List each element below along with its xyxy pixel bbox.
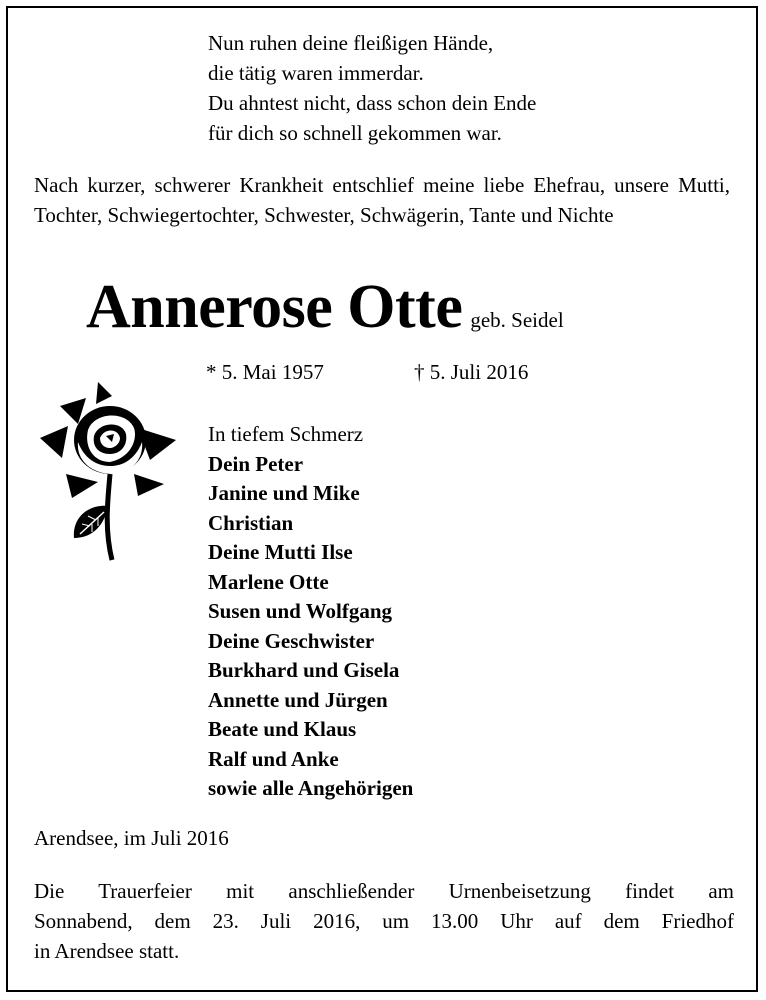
funeral-line: Sonnabend, dem 23. Juli 2016, um 13.00 Uhr auf dem Friedhof [34, 909, 734, 933]
maiden-name: geb. Seidel [470, 308, 564, 332]
death-date: † 5. Juli 2016 [414, 360, 529, 384]
funeral-line: Die Trauerfeier mit anschließender Urnenbeisetzung findet am [34, 879, 734, 903]
mourner-name: Burkhard und Gisela [208, 658, 400, 682]
deceased-name: Annerose Otte [86, 273, 463, 341]
funeral-notice [34, 876, 734, 966]
mourner-name: Ralf und Anke [208, 746, 339, 771]
rose-icon [38, 378, 180, 564]
poem-line: für dich so schnell gekommen war. [208, 121, 502, 145]
mourner-name: Christian [208, 510, 294, 535]
intro-text: Nach kurzer, schwerer Krankheit entschlief meine liebe Ehefrau, unsere Mutti, Tochter, Schwiegertochter, Schwester, Schwägerin, Tante und Nichte [34, 173, 730, 227]
place-date: Arendsee, im Juli 2016 [34, 826, 229, 850]
funeral-line: in Arendsee statt. [34, 939, 180, 963]
mourner-name: Janine und Mike [208, 481, 360, 505]
mourner-name: Dein Peter [208, 451, 304, 476]
mourner-name: Marlene Otte [208, 569, 329, 594]
poem-line: die tätig waren immerdar. [208, 61, 424, 85]
mourner-name: Susen und Wolfgang [208, 599, 393, 623]
mourning-intro: In tiefem Schmerz [208, 422, 364, 446]
poem-line: Du ahntest nicht, dass schon dein Ende [208, 91, 537, 115]
mourner-name: Beate und Klaus [208, 717, 357, 741]
birth-date: * 5. Mai 1957 [206, 360, 324, 384]
mourners-block [208, 420, 413, 804]
mourner-name: Deine Mutti Ilse [208, 540, 353, 564]
poem-line: Nun ruhen deine fleißigen Hände, [208, 31, 494, 55]
deceased-name-line [86, 272, 564, 343]
mourner-name: sowie alle Angehörigen [208, 776, 414, 800]
poem [208, 28, 536, 148]
mourner-name: Deine Geschwister [208, 628, 375, 653]
mourner-name: Annette und Jürgen [208, 687, 388, 712]
